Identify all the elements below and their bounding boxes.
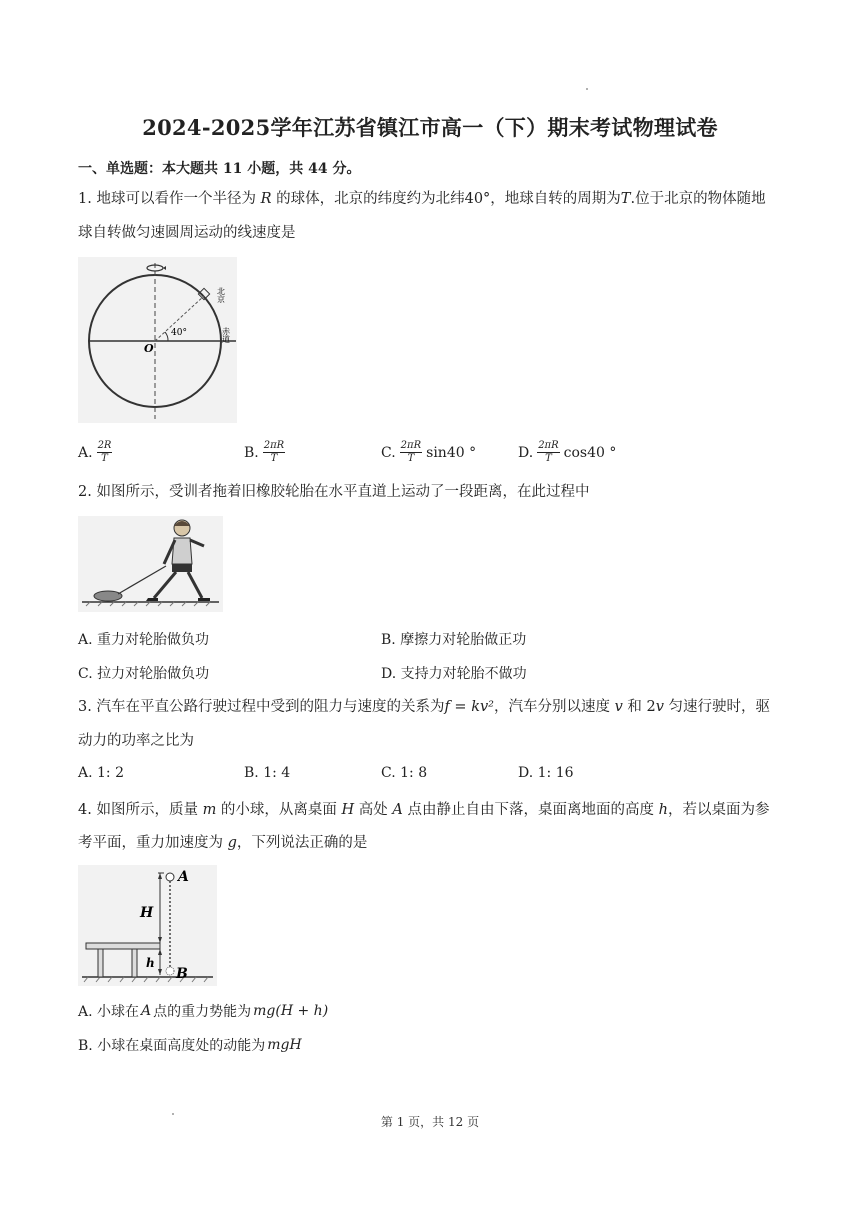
fraction: $\frac{2\pi R}{T}$: [400, 440, 422, 464]
q3-option-d[interactable]: D. 1: 16: [518, 765, 574, 781]
angle-label: 40°: [171, 328, 187, 338]
tire-dragging-figure: [78, 516, 223, 612]
question-4-line-1: 4. 如图所示，质量 m 的小球，从离桌面 H 高处 A 点由静止自由下落，桌面离地面的高度 h，若以桌面为参: [78, 802, 770, 818]
q2-option-c[interactable]: C. 拉力对轮胎做负功: [78, 666, 210, 682]
q1-option-a[interactable]: A. $\frac{2R}{T}$: [78, 440, 112, 464]
q1-option-c[interactable]: C. $\frac{2\pi R}{T}$ sin40 °: [381, 440, 477, 464]
section-heading: 一、单选题：本大题共 11 小题，共 44 分。: [78, 161, 361, 177]
beijing-label: 北京: [216, 287, 226, 303]
speck: [586, 88, 588, 90]
q1-option-d[interactable]: D. $\frac{2\pi R}{T}$ cos40 °: [518, 440, 617, 464]
page-title: 2024-2025学年江苏省镇江市高一（下）期末考试物理试卷: [142, 115, 718, 140]
center-label: O: [144, 342, 154, 355]
height-h-label: h: [146, 956, 155, 970]
height-H-label: H: [140, 905, 154, 921]
fraction: $\frac{2R}{T}$: [97, 440, 112, 464]
q2-option-d[interactable]: D. 支持力对轮胎不做功: [381, 666, 527, 682]
earth-diagram: [78, 257, 237, 423]
falling-ball-figure: [78, 865, 217, 986]
page-footer: 第 1 页，共 12 页: [380, 1115, 480, 1129]
q3-option-a[interactable]: A. 1: 2: [78, 765, 124, 781]
question-3-line-2: 动力的功率之比为: [78, 733, 194, 749]
question-2-text: 2. 如图所示，受训者拖着旧橡胶轮胎在水平直道上运动了一段距离，在此过程中: [78, 484, 590, 500]
q1-option-b[interactable]: B. $\frac{2\pi R}{T}$: [244, 440, 285, 464]
question-3-line-1: 3. 汽车在平直公路行驶过程中受到的阻力与速度的关系为f = kv²，汽车分别以速度 v 和 2v 匀速行驶时，驱: [78, 699, 771, 715]
q3-option-b[interactable]: B. 1: 4: [244, 765, 291, 781]
question-1-line-1: 1. 地球可以看作一个半径为 R 的球体，北京的纬度约为北纬40°，地球自转的周期为T.位于北京的物体随地: [78, 191, 766, 207]
fraction: $\frac{2\pi R}{T}$: [263, 440, 285, 464]
point-a-label: A: [178, 869, 189, 885]
question-4-line-2: 考平面，重力加速度为 g，下列说法正确的是: [78, 835, 368, 851]
q4-option-a[interactable]: A. 小球在 A 点的重力势能为 mg(H + h): [78, 1003, 329, 1020]
q2-option-b[interactable]: B. 摩擦力对轮胎做正功: [381, 632, 527, 648]
q2-option-a[interactable]: A. 重力对轮胎做负功: [78, 632, 210, 648]
equator-label: 赤道: [221, 327, 231, 343]
q4-option-b[interactable]: B. 小球在桌面高度处的动能为 mgH: [78, 1037, 302, 1054]
point-b-label: B: [176, 966, 188, 982]
question-1-line-2: 球自转做匀速圆周运动的线速度是: [78, 225, 296, 241]
fraction: $\frac{2\pi R}{T}$: [538, 440, 559, 464]
q3-option-c[interactable]: C. 1: 8: [381, 765, 428, 781]
